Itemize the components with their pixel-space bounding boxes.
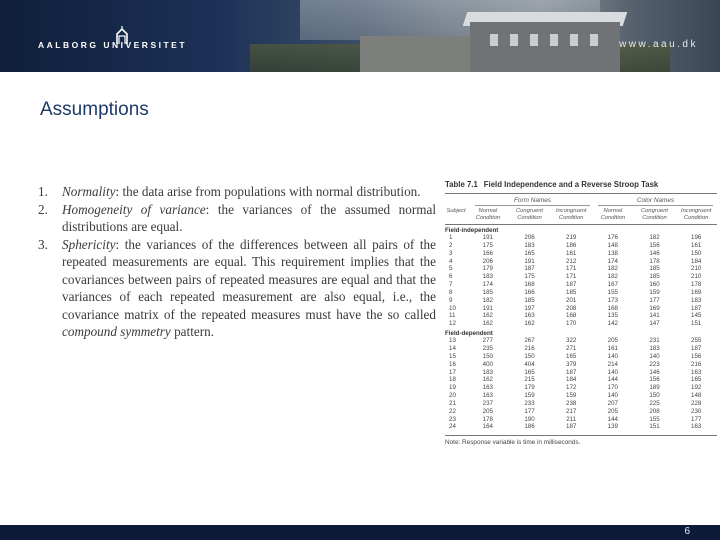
banner-window [490,34,498,46]
table-cell: 237 [482,399,493,407]
table-cell: 183 [691,296,702,304]
assumption-term: Sphericity [62,236,116,252]
table-row [445,400,717,408]
table-cell: 6 [449,273,453,281]
table-cell: 5 [449,265,453,273]
table-cell: 191 [482,234,493,241]
table-row [445,234,717,242]
table-cell: 187 [566,423,577,431]
table-cell: 210 [691,265,702,273]
table-cell: 178 [482,415,493,423]
table-cell: 235 [482,344,493,352]
table-cell: 219 [566,234,577,241]
table-cell: 10 [449,304,456,312]
table-row [445,305,717,313]
table-row [445,320,717,328]
table-cell: 187 [691,344,702,352]
table-cell: 196 [691,234,702,241]
table-cell: 322 [566,337,577,345]
table-cell: 175 [482,241,493,249]
slide-title: Assumptions [40,99,149,120]
table-cell: 144 [607,376,618,384]
table-cell: 186 [566,241,577,249]
header-banner [0,0,720,72]
table-row [445,273,717,281]
table-cell: 8 [449,288,453,296]
table-cell: 19 [449,384,456,392]
table-row [445,337,717,345]
table-cell: 159 [566,392,577,400]
table-cell: 9 [449,296,453,304]
table-cell: 141 [649,312,660,320]
column-header: Normal Condition [600,208,626,221]
table-cell: 174 [607,257,618,265]
table-cell: 163 [524,312,535,320]
column-header: Congruent Condition [640,208,669,221]
table-cell: 207 [607,399,618,407]
table-cell: 177 [524,407,535,415]
data-table [445,180,717,446]
table-cell: 171 [566,273,577,281]
list-text [62,183,436,201]
table-section-label: Field-dependent [445,330,493,338]
table-cell: 182 [649,234,660,241]
group-header: Color Names [598,197,713,206]
table-cell: 146 [649,368,660,376]
table-cell: 2 [449,241,453,249]
table-cell: 162 [482,320,493,328]
table-cell: 205 [607,337,618,345]
table-cell: 162 [482,312,493,320]
table-cell: 23 [449,415,456,423]
table-cell: 140 [607,368,618,376]
list-number: 1. [38,184,48,199]
table-cell: 24 [449,423,456,431]
table-cell: 7 [449,281,453,289]
table-cell: 144 [607,415,618,423]
column-header: Normal Condition [475,208,501,221]
table-cell: 3 [449,249,453,257]
table-cell: 190 [524,415,535,423]
table-cell: 14 [449,344,456,352]
table-cell: 135 [607,312,618,320]
table-cell: 155 [607,288,618,296]
banner-window [510,34,518,46]
table-caption [445,180,717,194]
table-cell: 210 [691,273,702,281]
table-cell: 140 [649,352,660,360]
table-cell: 163 [691,423,702,431]
list-number: 2. [38,201,48,217]
table-cell: 166 [524,288,535,296]
table-body [445,227,717,431]
table-cell: 228 [691,399,702,407]
table-row [445,297,717,305]
table-cell: 18 [449,376,456,384]
assumption-term: Homogeneity of variance [62,201,206,217]
table-cell: 163 [482,392,493,400]
table-row [445,353,717,361]
table-cell: 142 [607,320,618,328]
list-text [62,201,436,236]
table-row [445,392,717,400]
table-cell: 233 [524,399,535,407]
table-cell: 183 [482,273,493,281]
table-cell: 145 [691,312,702,320]
table-cell: 165 [524,249,535,257]
table-cell: 176 [607,234,618,241]
website-url[interactable]: www.aau.dk [619,39,698,50]
table-cell: 170 [566,320,577,328]
table-cell: 168 [524,281,535,289]
table-cell: 187 [566,281,577,289]
column-header: Incongruent Condition [555,208,587,221]
table-cell: 161 [691,241,702,249]
table-row [445,408,717,416]
table-cell: 187 [566,368,577,376]
table-cell: 197 [524,304,535,312]
table-cell: 150 [482,352,493,360]
group-header-row [445,197,717,206]
table-cell: 156 [649,376,660,384]
table-cell: 177 [691,415,702,423]
table-cell: 12 [449,320,456,328]
table-cell: 175 [524,273,535,281]
table-cell: 211 [566,415,577,423]
column-header: Incongruent Condition [680,208,712,221]
table-cell: 21 [449,399,456,407]
table-cell: 186 [524,423,535,431]
table-cell: 156 [691,352,702,360]
table-cell: 179 [482,265,493,273]
table-cell: 163 [691,368,702,376]
table-row [445,312,717,320]
table-cell: 185 [524,296,535,304]
table-cell: 191 [524,257,535,265]
table-cell: 267 [524,337,535,345]
list-item [38,201,436,236]
assumption-emphasis: compound symmetry [62,324,171,339]
table-cell: 255 [691,337,702,345]
group-header: Form Names [475,197,590,206]
table-cell: 15 [449,352,456,360]
group-spacer [449,197,467,206]
table-cell: 165 [691,376,702,384]
table-cell: 206 [482,257,493,265]
table-row [445,265,717,273]
table-row [445,423,717,431]
table-cell: 162 [482,376,493,384]
table-cell: 216 [691,360,702,368]
table-cell: 208 [566,304,577,312]
column-header: Congruent Condition [515,208,544,221]
table-cell: 183 [524,241,535,249]
footer-bar [0,525,720,540]
list-item [38,236,436,341]
table-title: Field Independence and a Reverse Stroop Task [483,180,659,189]
table-cell: 1 [449,234,453,241]
table-cell: 168 [607,304,618,312]
table-cell: 20 [449,392,456,400]
assumption-description: : the data arise from populations with normal distribution. [115,184,421,199]
table-cell: 169 [691,288,702,296]
table-cell: 225 [649,399,660,407]
table-cell: 172 [566,384,577,392]
table-cell: 216 [524,344,535,352]
table-cell: 160 [649,281,660,289]
table-cell: 205 [607,407,618,415]
table-cell: 215 [524,376,535,384]
table-cell: 184 [566,376,577,384]
list-text [62,236,436,341]
table-section-label: Field-independent [445,227,499,234]
banner-window [590,34,598,46]
table-cell: 178 [691,281,702,289]
table-cell: 163 [482,384,493,392]
table-cell: 230 [691,407,702,415]
table-row [445,289,717,297]
table-cell: 185 [482,288,493,296]
table-cell: 189 [649,384,660,392]
table-cell: 140 [607,392,618,400]
table-cell: 16 [449,360,456,368]
table-cell: 179 [524,384,535,392]
table-cell: 192 [691,384,702,392]
table-row [445,242,717,250]
table-cell: 212 [566,257,577,265]
assumptions-list [38,183,436,341]
table-cell: 182 [607,265,618,273]
table-cell: 138 [607,249,618,257]
table-row [445,384,717,392]
table-cell: 4 [449,257,453,265]
assumption-description: : the variances of the differences between all pairs of the repeated measurements are equal. This requirement implies that the covariances between pairs of repeated measures are equal and that the variances of each repeated measurement are also equal, i.e., the covariance matrix of the repeated measures must have the so called [62,236,436,322]
table-cell: 231 [649,337,660,345]
table-cell: 169 [649,304,660,312]
table-cell: 379 [566,360,577,368]
column-header: Subject [446,208,466,214]
table-cell: 238 [566,399,577,407]
table-cell: 208 [649,407,660,415]
table-row [445,250,717,258]
table-row [445,361,717,369]
table-cell: 182 [482,296,493,304]
column-header-row [445,206,717,225]
table-cell: 214 [607,360,618,368]
table-cell: 167 [607,281,618,289]
table-cell: 140 [607,352,618,360]
table-row [445,345,717,353]
table-cell: 159 [649,288,660,296]
table-cell: 159 [524,392,535,400]
page-number: 6 [684,526,690,537]
table-cell: 155 [649,415,660,423]
table-cell: 183 [649,344,660,352]
table-cell: 173 [607,296,618,304]
table-cell: 170 [607,384,618,392]
table-cell: 150 [691,249,702,257]
table-row [445,258,717,266]
table-cell: 147 [649,320,660,328]
table-cell: 22 [449,407,456,415]
table-cell: 187 [524,265,535,273]
table-row [445,281,717,289]
table-cell: 146 [649,249,660,257]
table-cell: 182 [607,273,618,281]
table-cell: 139 [607,423,618,431]
table-cell: 148 [691,392,702,400]
table-cell: 11 [449,312,456,320]
banner-window [570,34,578,46]
table-cell: 17 [449,368,456,376]
list-item [38,183,436,201]
table-cell: 164 [482,423,493,431]
table-row [445,369,717,377]
banner-window [550,34,558,46]
table-cell: 191 [482,304,493,312]
table-cell: 161 [607,344,618,352]
table-cell: 151 [691,320,702,328]
table-cell: 205 [482,407,493,415]
table-row [445,376,717,384]
table-cell: 217 [566,407,577,415]
table-cell: 165 [566,352,577,360]
table-number: Table 7.1 [445,180,478,189]
assumption-description: : the variances of the assumed normal distributions are equal. [62,201,436,234]
table-cell: 161 [566,249,577,257]
table-cell: 171 [566,265,577,273]
table-cell: 185 [649,273,660,281]
table-cell: 404 [524,360,535,368]
table-cell: 201 [566,296,577,304]
table-cell: 178 [649,257,660,265]
table-cell: 271 [566,344,577,352]
table-cell: 277 [482,337,493,345]
table-cell: 151 [649,423,660,431]
table-cell: 187 [691,304,702,312]
assumption-term: Normality [62,184,116,199]
table-cell: 156 [649,241,660,249]
table-note: Note: Response variable is time in milliseconds. [445,435,717,446]
table-cell: 223 [649,360,660,368]
table-cell: 185 [649,265,660,273]
table-cell: 206 [524,234,535,241]
table-cell: 13 [449,337,456,345]
table-cell: 162 [524,320,535,328]
table-cell: 150 [649,392,660,400]
table-cell: 150 [524,352,535,360]
table-cell: 165 [524,368,535,376]
table-cell: 184 [691,257,702,265]
table-cell: 183 [482,368,493,376]
table-cell: 168 [566,312,577,320]
table-cell: 177 [649,296,660,304]
table-cell: 148 [607,241,618,249]
banner-window [530,34,538,46]
banner-building [470,22,620,72]
table-cell: 166 [482,249,493,257]
list-number: 3. [38,236,48,252]
table-cell: 185 [566,288,577,296]
table-row [445,416,717,424]
table-cell: 400 [482,360,493,368]
table-cell: 174 [482,281,493,289]
banner-building-low [360,36,470,72]
assumption-description-tail: pattern. [170,324,214,339]
university-logo-text[interactable]: AALBORG UNIVERSITET [38,40,188,50]
